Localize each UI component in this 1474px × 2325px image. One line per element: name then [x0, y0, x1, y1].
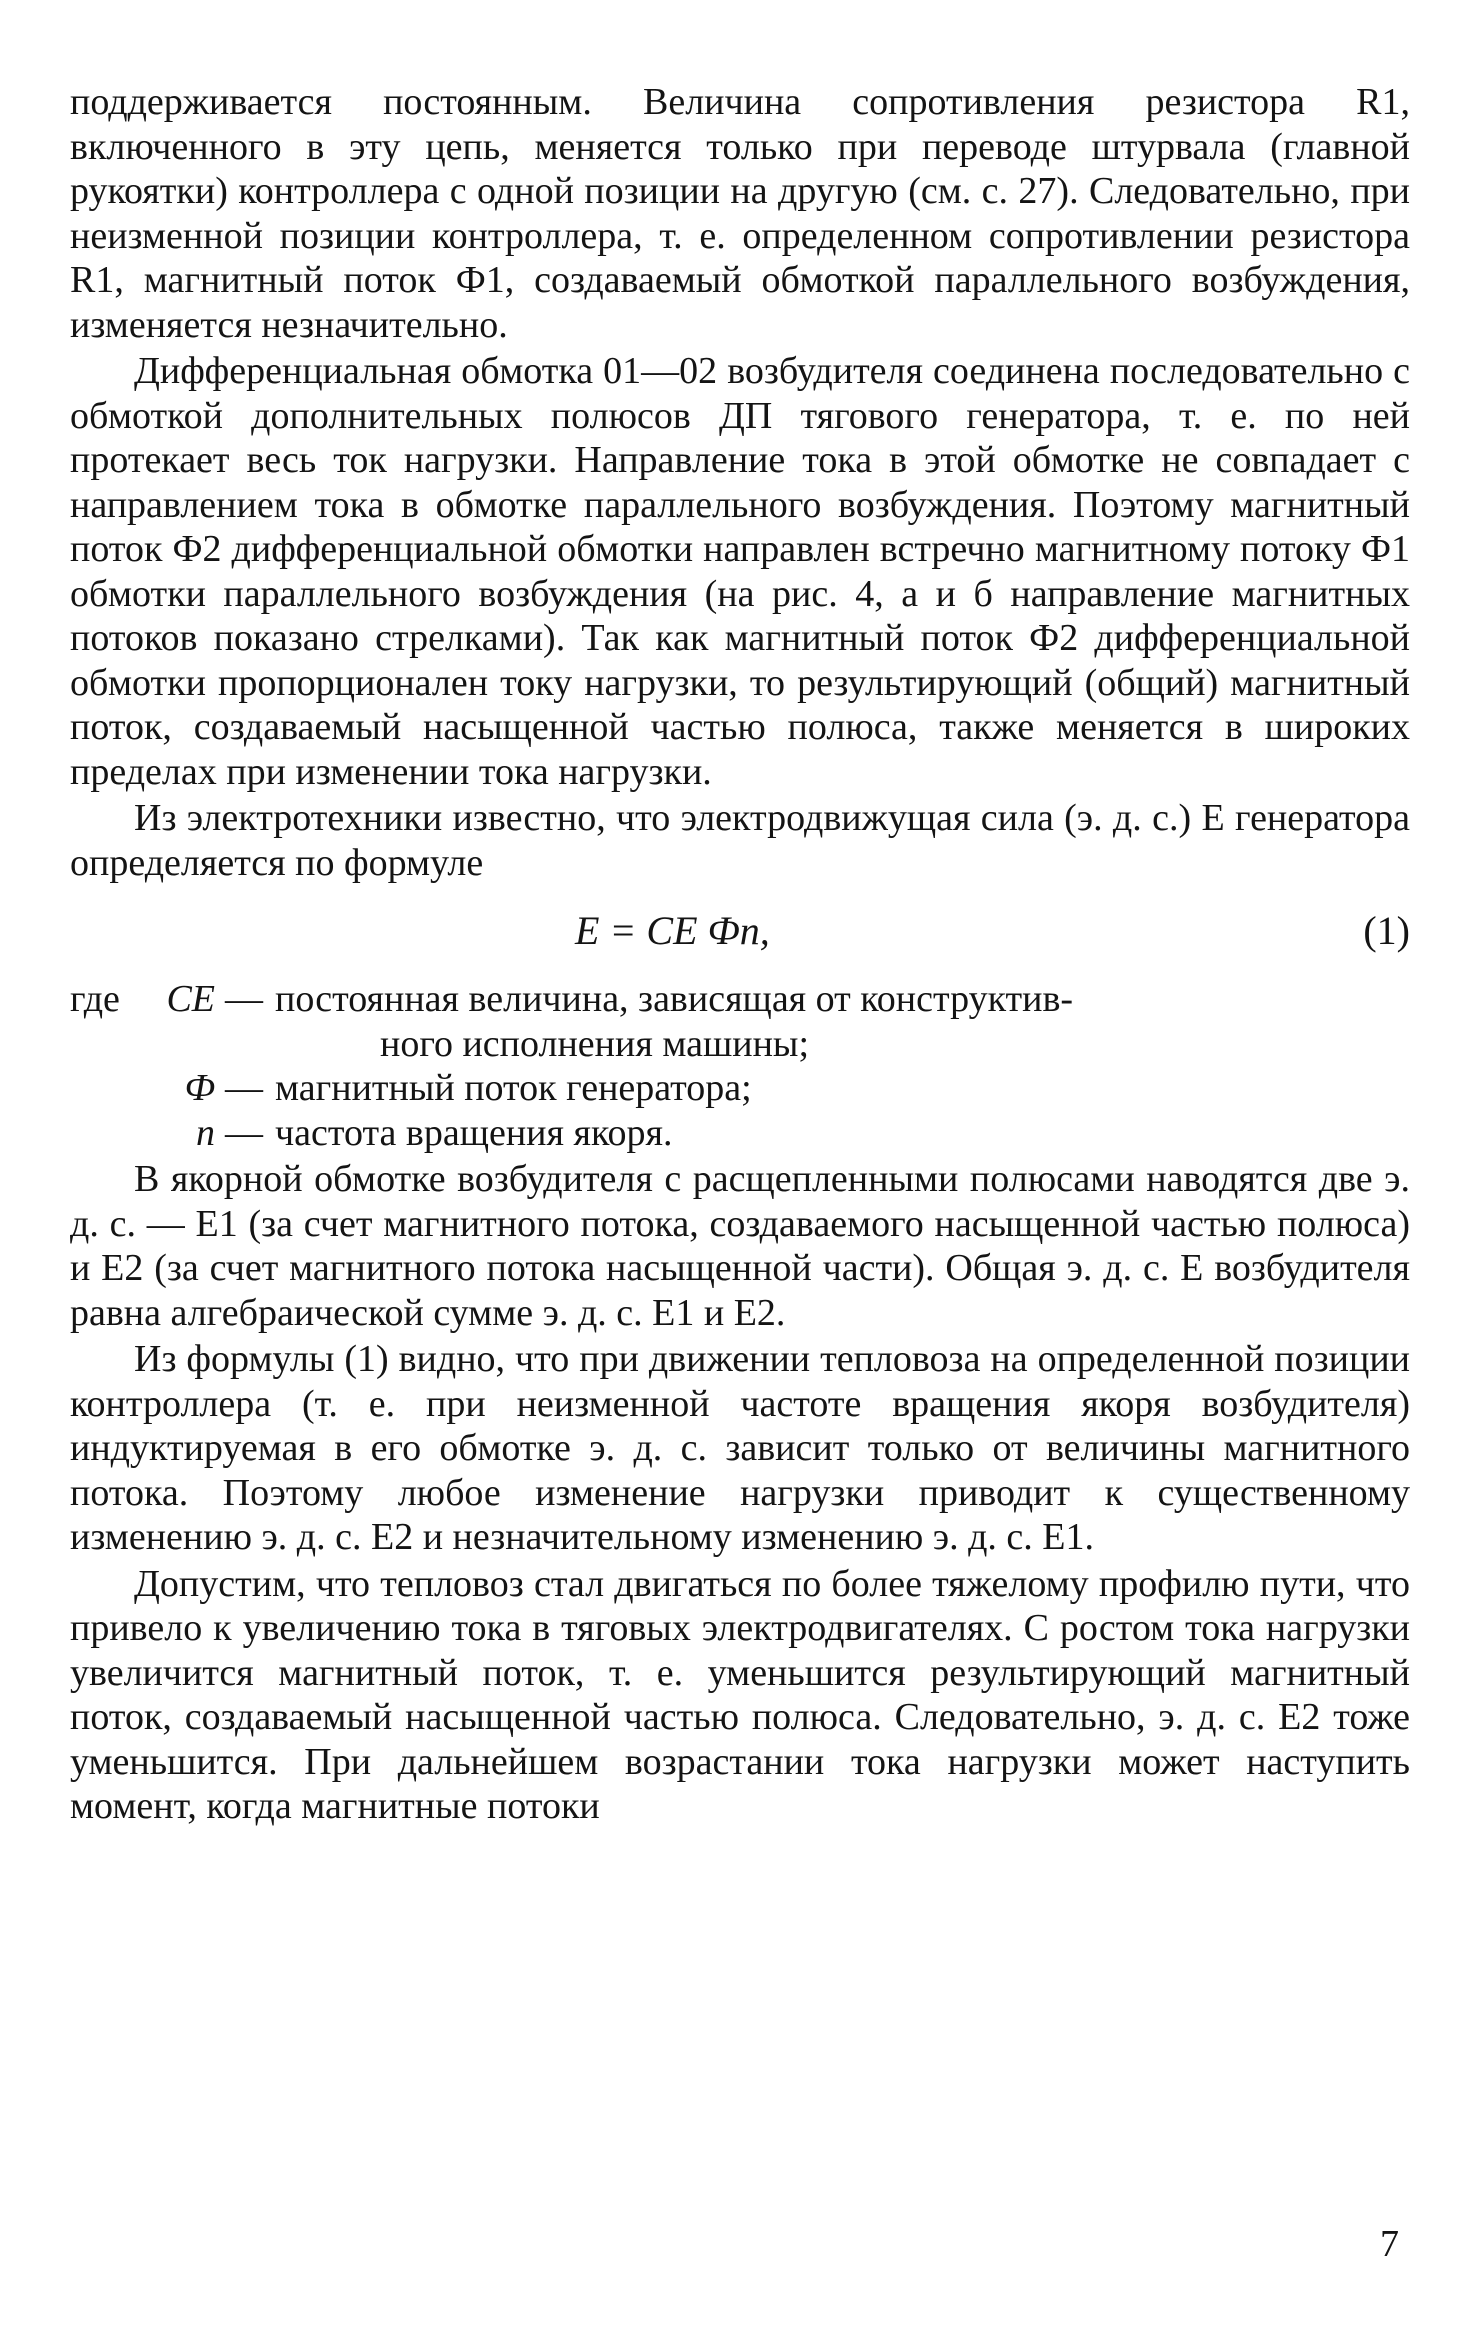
definition-symbol: CE	[166, 978, 215, 1020]
definition-text	[225, 977, 1410, 1022]
paragraph-4: В якорной обмотке возбудителя с расщепленными полюсами наводятся две э. д. с. — Е1 (за счет магнитного потока, создаваемого насыщенной частью полюса) и Е2 (за счет магнитного потока насыщенной части). Общая э. д. с. Е возбудителя равна алгебраической сумме э. д. с. Е1 и Е2.	[70, 1158, 1410, 1334]
paragraph-5: Из формулы (1) видно, что при движении тепловоза на определенной позиции контроллера (т. е. при неизменной частоте вращения якоря возбудителя) индуктируемая в его обмотке э. д. с. зависит только от величины магнитного потока. Поэтому любое изменение нагрузки приводит к существенному изменению э. д. с. Е2 и незначительному изменению э. д. с. Е1.	[70, 1338, 1410, 1558]
formula-definitions	[70, 977, 1410, 1155]
page-text-column	[70, 80, 1410, 1829]
formula-expression: E = CE Фn,	[575, 908, 770, 953]
definition-row	[70, 1066, 1410, 1111]
definition-description: магнитный поток генератора;	[275, 1067, 752, 1109]
formula-number: (1)	[1363, 908, 1410, 953]
definition-symbol: Ф	[184, 1067, 215, 1109]
definition-text	[225, 1066, 1410, 1111]
definition-dash: —	[225, 1111, 263, 1154]
formula-block	[70, 885, 1410, 977]
definition-description: постоянная величина, зависящая от конструктив-	[275, 978, 1074, 1020]
definition-row	[70, 977, 1410, 1022]
paragraph-1: поддерживается постоянным. Величина сопротивления резистора R1, включенного в эту цепь, меняется только при переводе штурвала (главной рукоятки) контроллера с одной позиции на другую (см. с. 27). Следовательно, при неизменной позиции контроллера, т. е. определенном сопротивлении резистора R1, магнитный поток Ф1, создаваемый обмоткой параллельного возбуждения, изменяется незначительно.	[70, 81, 1410, 346]
definition-description: частота вращения якоря.	[275, 1111, 673, 1154]
definition-dash: —	[225, 978, 263, 1020]
definition-continuation: ного исполнения машины;	[380, 1022, 810, 1065]
definitions-lead: где	[70, 978, 120, 1020]
page-number: 7	[1380, 2223, 1399, 2265]
paragraph-2: Дифференциальная обмотка 01—02 возбудителя соединена последовательно с обмоткой дополнительных полюсов ДП тягового генератора, т. е. по ней протекает весь ток нагрузки. Направление тока в этой обмотке не совпадает с направлением тока в обмотке параллельного возбуждения. Поэтому магнитный поток Ф2 дифференциальной обмотки направлен встречно магнитному потоку Ф1 обмотки параллельного возбуждения (на рис. 4, а и б направление магнитных потоков показано стрелками). Так как магнитный поток Ф2 дифференциальной обмотки пропорционален току нагрузки, то результирующий (общий) магнитный поток, создаваемый насыщенной частью полюса, также меняется в широких пределах при изменении тока нагрузки.	[70, 350, 1410, 793]
definition-symbol: n	[196, 1111, 215, 1154]
paragraph-6: Допустим, что тепловоз стал двигаться по более тяжелому профилю пути, что привело к увеличению тока в тяговых электродвигателях. С ростом тока нагрузки увеличится магнитный поток, т. е. уменьшится результирующий магнитный поток, создаваемый насыщенной частью полюса. Следовательно, э. д. с. Е2 тоже уменьшится. При дальнейшем возрастании тока нагрузки может наступить момент, когда магнитные потоки	[70, 1562, 1410, 1827]
definition-row	[70, 1111, 1410, 1156]
paragraph-3: Из электротехники известно, что электродвижущая сила (э. д. с.) Е генератора определяется по формуле	[70, 797, 1410, 884]
definition-dash: —	[225, 1067, 263, 1109]
definition-text	[225, 1111, 1410, 1156]
